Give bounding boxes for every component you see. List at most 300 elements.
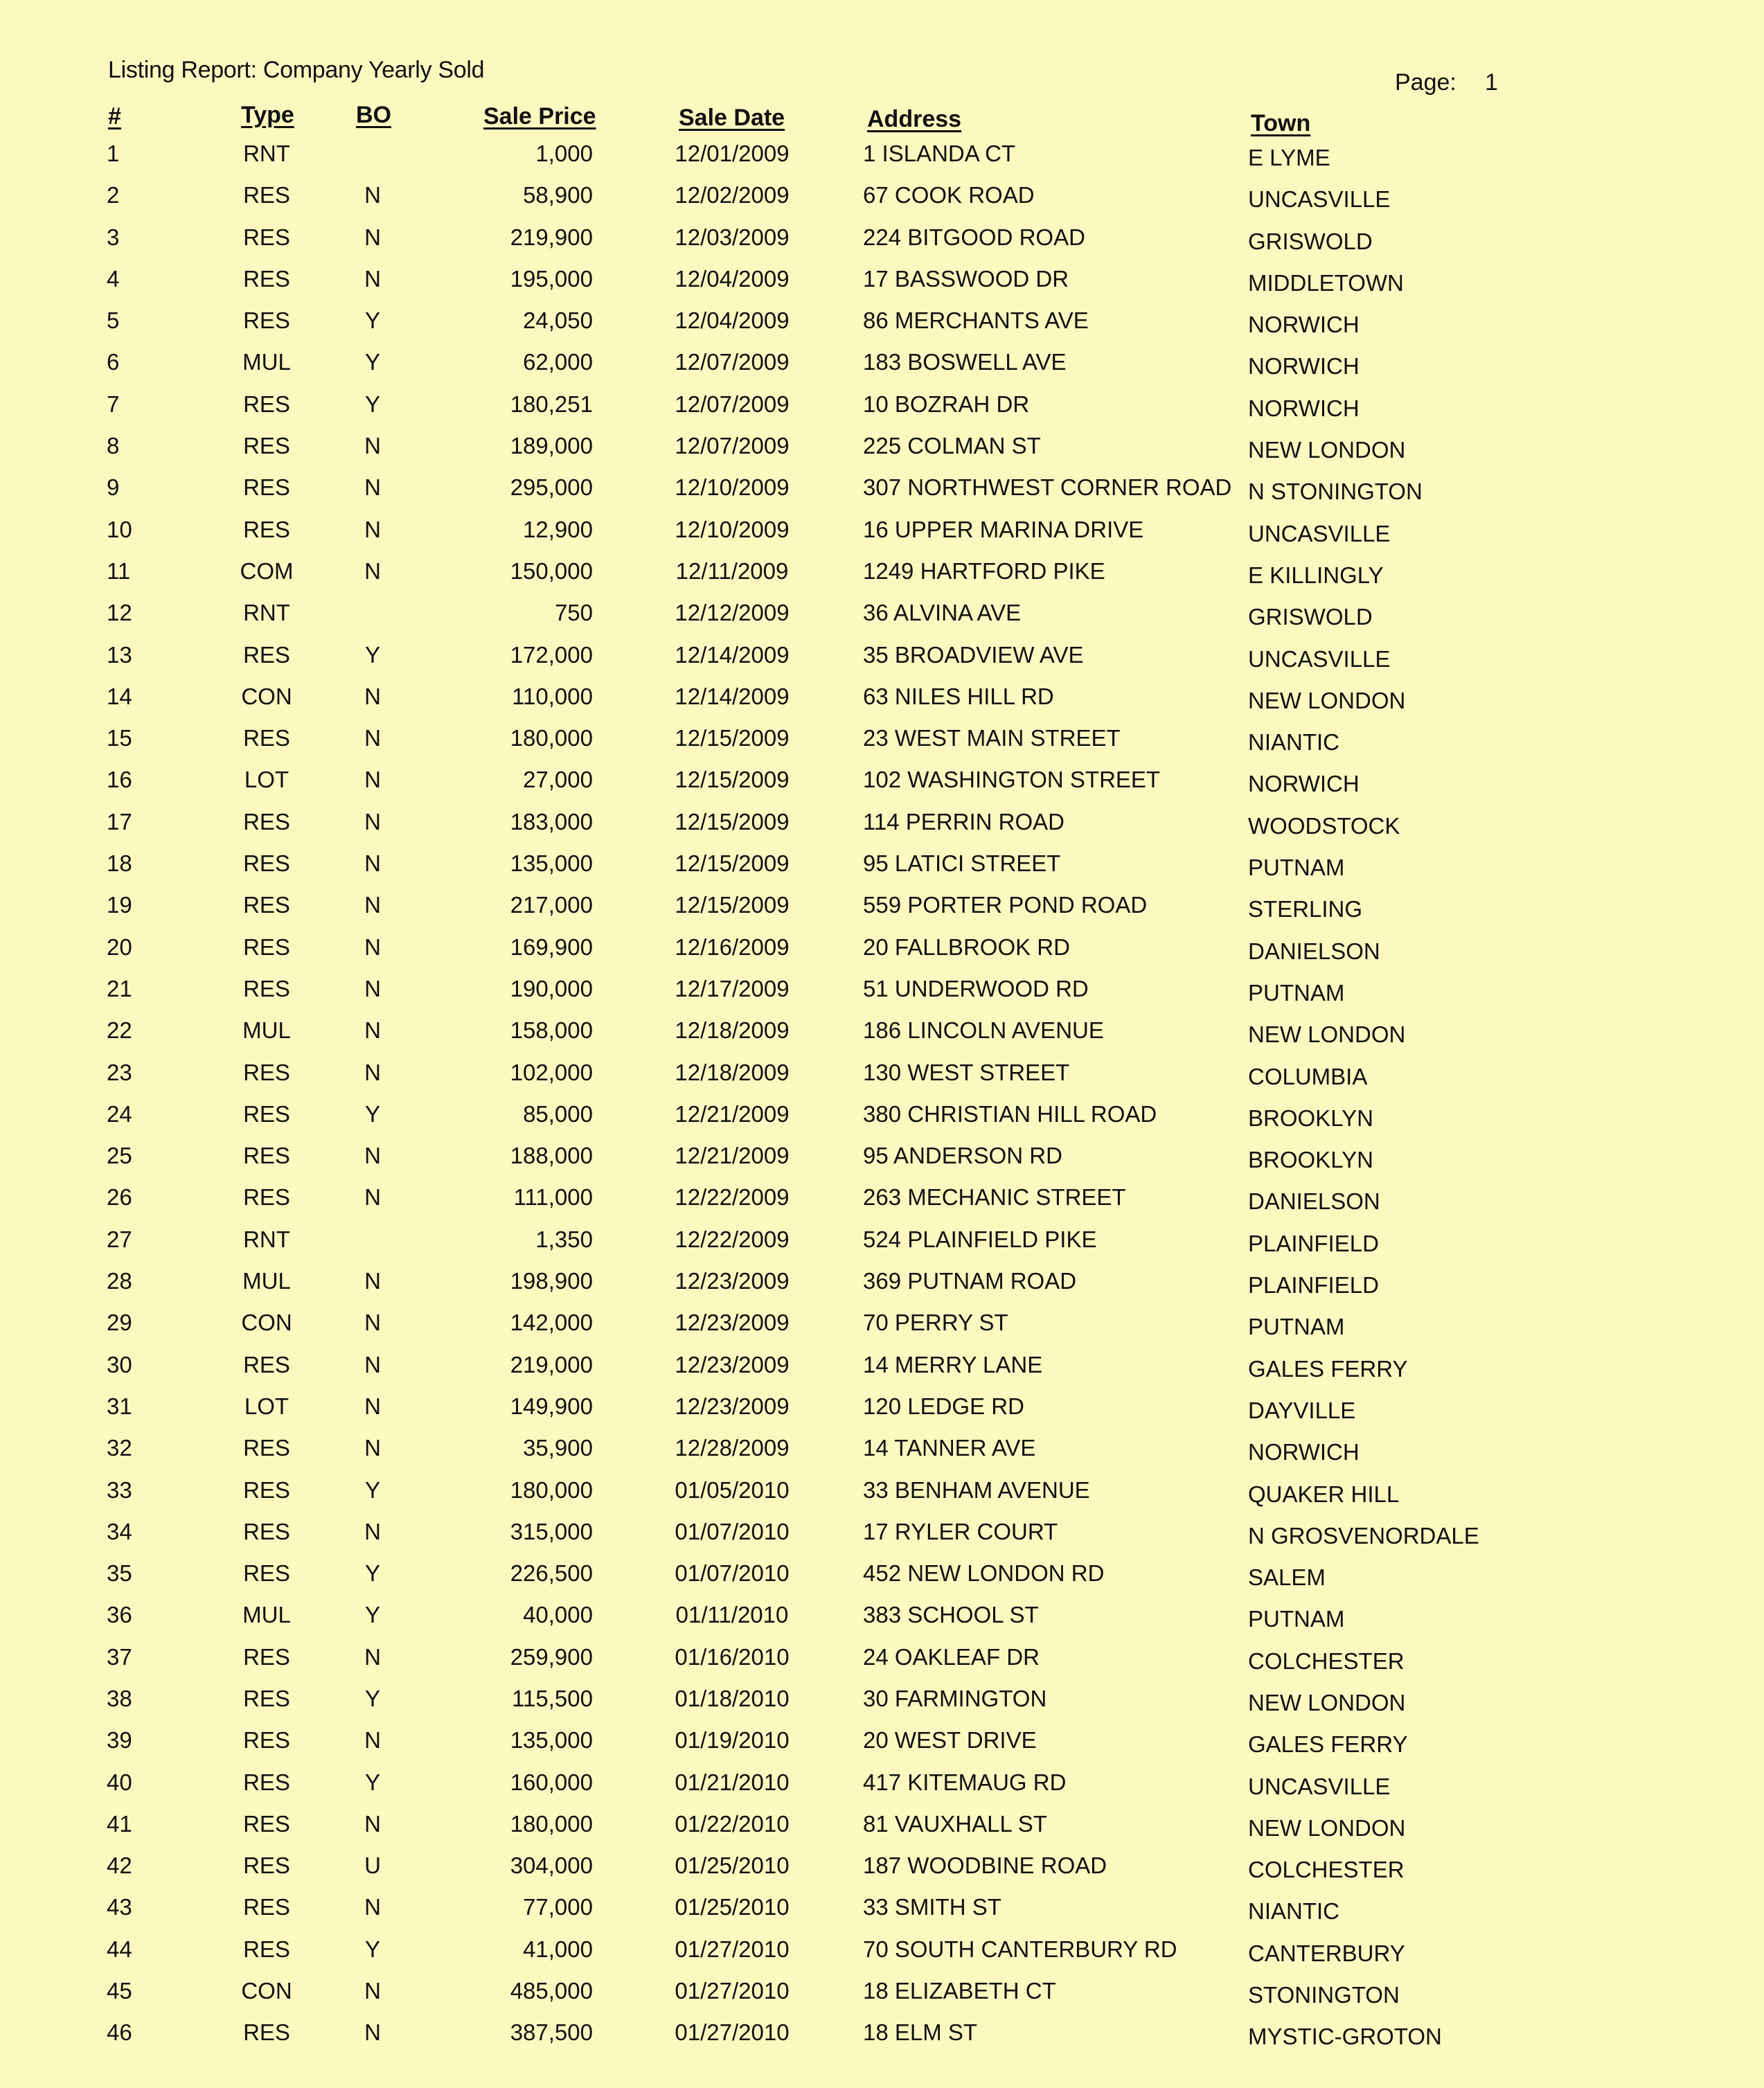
sale-date: 12/22/2009 [675,1184,790,1211]
town: PLAINFIELD [1248,1272,1379,1299]
row-number: 29 [107,1310,132,1336]
row-number: 3 [107,224,120,250]
table-row [0,1477,1764,1519]
town: E KILLINGLY [1248,562,1384,588]
sale-date: 01/27/2010 [675,1936,790,1962]
address: 120 LEDGE RD [863,1393,1024,1419]
address: 20 WEST DRIVE [863,1727,1037,1754]
sale-price: 27,000 [523,767,593,793]
address: 14 MERRY LANE [863,1351,1043,1377]
town: PUTNAM [1248,1314,1345,1340]
sale-price: 85,000 [523,1100,593,1127]
property-type: RNT [243,141,290,166]
bo-flag: Y [364,1476,380,1503]
sale-date: 12/01/2009 [675,141,790,166]
town: STERLING [1248,896,1363,922]
town: UNCASVILLE [1248,645,1391,672]
property-type: RES [243,725,290,751]
row-number: 4 [107,265,120,292]
property-type: RES [243,516,290,542]
address: 23 WEST MAIN STREET [863,725,1121,751]
property-type: RES [243,975,290,1001]
table-row [0,1769,1764,1811]
sale-price: 58,900 [523,182,593,208]
property-type: LOT [244,767,289,793]
table-row [0,224,1764,266]
sale-price: 188,000 [510,1143,593,1169]
column-header-type: Type [241,102,294,128]
bo-flag: N [364,1017,381,1044]
sale-price: 102,000 [510,1059,593,1085]
address: 70 PERRY ST [863,1310,1008,1336]
sale-price: 12,900 [523,516,593,542]
town: NEW LONDON [1248,1021,1406,1048]
sale-price: 190,000 [510,975,593,1001]
row-number: 32 [107,1435,132,1461]
row-number: 26 [107,1184,132,1211]
table-row [0,1936,1764,1978]
address: 14 TANNER AVE [863,1435,1036,1461]
town: GALES FERRY [1248,1355,1408,1382]
table-row [0,1853,1764,1894]
sale-date: 12/23/2009 [675,1310,790,1336]
address: 263 MECHANIC STREET [863,1184,1126,1211]
row-number: 45 [107,1978,132,2004]
table-row [0,642,1764,684]
sale-price: 150,000 [510,557,593,584]
bo-flag: N [364,1184,381,1211]
property-type: RES [243,2019,290,2046]
row-number: 23 [107,1059,132,1085]
town: DANIELSON [1248,1188,1380,1215]
table-row [0,850,1764,892]
address: 17 BASSWOOD DR [863,265,1069,292]
town: COLCHESTER [1248,1648,1405,1674]
bo-flag: N [364,265,381,292]
bo-flag: N [364,1310,381,1336]
sale-date: 12/03/2009 [675,224,790,250]
address: 51 UNDERWOOD RD [863,975,1089,1001]
table-row [0,141,1764,182]
sale-date: 12/14/2009 [675,683,790,709]
town: DAYVILLE [1248,1397,1356,1423]
table-row [0,1393,1764,1435]
town: COLCHESTER [1248,1857,1405,1883]
row-number: 19 [107,892,132,918]
sale-price: 189,000 [510,433,593,459]
address: 17 RYLER COURT [863,1518,1058,1544]
table-row [0,725,1764,767]
row-number: 15 [107,725,132,751]
property-type: RES [243,808,290,835]
sale-price: 217,000 [510,892,593,918]
row-number: 34 [107,1518,132,1544]
table-row [0,892,1764,934]
bo-flag: Y [364,1602,380,1628]
bo-flag: Y [364,641,380,668]
row-number: 10 [107,516,132,542]
column-header-num: # [108,103,121,130]
table-row [0,767,1764,808]
sale-date: 01/16/2010 [675,1643,790,1670]
table-row [0,517,1764,558]
sale-date: 12/10/2009 [675,516,790,542]
row-number: 44 [107,1936,132,1962]
row-number: 21 [107,975,132,1001]
property-type: RES [243,1100,290,1127]
sale-price: 387,500 [510,2019,593,2046]
address: 524 PLAINFIELD PIKE [863,1226,1097,1252]
bo-flag: Y [364,1936,380,1962]
table-row [0,976,1764,1017]
town: NEW LONDON [1248,437,1406,463]
property-type: CON [241,683,292,709]
sale-price: 198,900 [510,1268,593,1294]
address: 417 KITEMAUG RD [863,1769,1067,1795]
town: NEW LONDON [1248,687,1406,713]
bo-flag: N [364,767,381,793]
town: NEW LONDON [1248,1814,1406,1841]
town: BROOKLYN [1248,1147,1373,1173]
town: GALES FERRY [1248,1731,1408,1758]
address: 183 BOSWELL AVE [863,349,1067,375]
property-type: RES [243,850,290,877]
property-type: RES [243,391,290,417]
address: 24 OAKLEAF DR [863,1643,1040,1670]
address: 86 MERCHANTS AVE [863,307,1089,334]
row-number: 18 [107,850,132,877]
bo-flag: N [364,1518,381,1544]
town: PUTNAM [1248,1606,1345,1632]
address: 559 PORTER POND ROAD [863,892,1148,918]
address: 452 NEW LONDON RD [863,1560,1105,1587]
address: 67 COOK ROAD [863,182,1035,208]
sale-price: 1,350 [535,1226,593,1252]
sale-price: 135,000 [510,850,593,877]
sale-date: 12/07/2009 [675,433,790,459]
town: PUTNAM [1248,855,1345,881]
property-type: MUL [242,1017,291,1044]
row-number: 31 [107,1393,132,1419]
bo-flag: N [364,1393,381,1419]
sale-price: 219,000 [510,1351,593,1377]
property-type: MUL [242,1602,291,1628]
address: 130 WEST STREET [863,1059,1070,1085]
bo-flag: N [364,934,381,960]
sale-price: 750 [554,600,593,626]
property-type: CON [241,1310,292,1336]
town: NORWICH [1248,395,1360,421]
table-row [0,1060,1764,1101]
sale-date: 01/25/2010 [675,1894,790,1920]
bo-flag: N [364,1810,381,1837]
sale-date: 12/17/2009 [675,975,790,1001]
sale-price: 41,000 [523,1936,593,1962]
table-row [0,182,1764,224]
sale-date: 12/21/2009 [675,1100,790,1127]
sale-date: 01/27/2010 [675,1978,790,2004]
property-type: RES [243,1894,290,1920]
sale-date: 12/22/2009 [675,1226,790,1252]
bo-flag: N [364,182,381,208]
property-type: RES [243,265,290,292]
sale-date: 12/15/2009 [675,725,790,751]
sale-price: 160,000 [510,1769,593,1795]
address: 224 BITGOOD ROAD [863,224,1085,250]
sale-date: 01/19/2010 [675,1727,790,1754]
sale-price: 1,000 [535,141,593,166]
table-row [0,1686,1764,1727]
table-row [0,1184,1764,1226]
bo-flag: Y [364,1769,380,1795]
table-header [0,100,1764,135]
address: 225 COLMAN ST [863,433,1041,459]
listing-table-body [0,141,1764,2062]
row-number: 40 [107,1769,132,1795]
property-type: RES [243,474,290,501]
town: DANIELSON [1248,938,1380,964]
bo-flag: N [364,2019,381,2046]
town: UNCASVILLE [1248,1773,1391,1799]
bo-flag: Y [364,307,380,334]
table-row [0,1978,1764,2019]
town: E LYME [1248,145,1330,170]
address: 187 WOODBINE ROAD [863,1853,1107,1879]
column-header-address: Address [867,106,962,132]
bo-flag: N [364,725,381,751]
row-number: 24 [107,1100,132,1127]
bo-flag: N [364,1643,381,1670]
row-number: 16 [107,767,132,793]
sale-price: 172,000 [510,641,593,668]
town: CANTERBURY [1248,1940,1405,1966]
sale-date: 12/10/2009 [675,474,790,501]
bo-flag: Y [364,1560,380,1587]
row-number: 22 [107,1017,132,1044]
bo-flag: N [364,1435,381,1461]
row-number: 25 [107,1143,132,1169]
table-row [0,1352,1764,1393]
bo-flag: N [364,474,381,501]
address: 95 LATICI STREET [863,850,1061,877]
property-type: RES [243,1560,290,1587]
page-label: Page: [1395,69,1456,96]
row-number: 13 [107,641,132,668]
address: 30 FARMINGTON [863,1685,1047,1711]
address: 10 BOZRAH DR [863,391,1030,417]
property-type: RES [243,1476,290,1503]
table-row [0,1644,1764,1686]
property-type: MUL [242,1268,291,1294]
sale-date: 01/07/2010 [675,1518,790,1544]
row-number: 30 [107,1351,132,1377]
table-row [0,2019,1764,2061]
sale-date: 01/18/2010 [675,1685,790,1711]
sale-date: 01/07/2010 [675,1560,790,1587]
sale-date: 12/15/2009 [675,767,790,793]
property-type: RES [243,182,290,208]
town: UNCASVILLE [1248,520,1391,546]
table-row [0,1017,1764,1059]
row-number: 12 [107,600,132,626]
table-row [0,1602,1764,1643]
sale-date: 01/22/2010 [675,1810,790,1837]
sale-price: 180,000 [510,725,593,751]
row-number: 5 [107,307,120,334]
property-type: RES [243,1351,290,1377]
row-number: 43 [107,1894,132,1920]
sale-date: 12/28/2009 [675,1435,790,1461]
address: 18 ELIZABETH CT [863,1978,1056,2004]
address: 33 BENHAM AVENUE [863,1476,1090,1503]
sale-date: 12/07/2009 [675,349,790,375]
row-number: 17 [107,808,132,835]
address: 1 ISLANDA CT [863,141,1016,166]
column-header-town: Town [1251,110,1311,136]
row-number: 2 [107,182,120,208]
table-row [0,1268,1764,1310]
sale-price: 485,000 [510,1978,593,2004]
town: UNCASVILLE [1248,186,1391,213]
sale-price: 183,000 [510,808,593,835]
column-header-bo: BO [356,102,391,128]
property-type: RES [243,1685,290,1711]
address: 16 UPPER MARINA DRIVE [863,516,1144,542]
bo-flag: N [364,683,381,709]
address: 1249 HARTFORD PIKE [863,557,1105,584]
sale-date: 01/27/2010 [675,2019,790,2046]
sale-price: 158,000 [510,1017,593,1044]
address: 95 ANDERSON RD [863,1143,1062,1169]
property-type: CON [241,1978,292,2004]
address: 369 PUTNAM ROAD [863,1268,1077,1294]
property-type: RES [243,1518,290,1544]
address: 307 NORTHWEST CORNER ROAD [863,474,1232,501]
sale-date: 01/25/2010 [675,1853,790,1879]
address: 33 SMITH ST [863,1894,1001,1920]
sale-price: 259,900 [510,1643,593,1670]
property-type: RNT [243,1226,290,1252]
town: MIDDLETOWN [1248,269,1404,296]
sale-price: 304,000 [510,1853,593,1879]
town: PLAINFIELD [1248,1230,1379,1256]
sale-price: 111,000 [513,1184,593,1211]
sale-price: 180,000 [510,1810,593,1837]
table-row [0,1435,1764,1476]
town: COLUMBIA [1248,1063,1368,1089]
bo-flag: Y [364,1100,380,1127]
sale-date: 01/21/2010 [675,1769,790,1795]
table-row [0,266,1764,307]
row-number: 38 [107,1685,132,1711]
table-row [0,433,1764,474]
table-row [0,600,1764,641]
sale-date: 12/15/2009 [675,808,790,835]
table-row [0,558,1764,600]
sale-date: 01/11/2010 [675,1602,789,1628]
table-row [0,684,1764,725]
row-number: 46 [107,2019,132,2046]
sale-date: 12/23/2009 [675,1268,790,1294]
bo-flag: Y [364,391,380,417]
bo-flag: Y [364,349,380,375]
sale-date: 12/12/2009 [675,600,790,626]
table-row [0,1143,1764,1184]
table-row [0,1560,1764,1602]
row-number: 33 [107,1476,132,1503]
town: NORWICH [1248,771,1360,797]
sale-price: 110,000 [512,683,593,709]
table-row [0,474,1764,516]
table-row [0,1519,1764,1560]
row-number: 8 [107,433,120,459]
bo-flag: N [364,557,381,584]
row-number: 1 [107,141,120,166]
address: 383 SCHOOL ST [863,1602,1039,1628]
row-number: 35 [107,1560,132,1587]
row-number: 11 [107,557,131,584]
sale-price: 195,000 [510,265,593,292]
row-number: 39 [107,1727,132,1754]
property-type: RES [243,433,290,459]
address: 63 NILES HILL RD [863,683,1054,709]
sale-date: 01/05/2010 [675,1476,790,1503]
address: 102 WASHINGTON STREET [863,767,1161,793]
row-number: 41 [107,1810,132,1837]
sale-date: 12/15/2009 [675,850,790,877]
property-type: COM [240,557,294,584]
bo-flag: N [364,224,381,250]
row-number: 27 [107,1226,132,1252]
town: NORWICH [1248,312,1360,338]
report-title: Listing Report: Company Yearly Sold [108,57,485,83]
property-type: RES [243,1936,290,1962]
sale-date: 12/23/2009 [675,1351,790,1377]
table-row [0,1894,1764,1936]
property-type: RES [243,892,290,918]
town: WOODSTOCK [1248,812,1400,839]
sale-date: 12/14/2009 [675,641,790,668]
sale-price: 315,000 [510,1518,593,1544]
town: PUTNAM [1248,979,1345,1006]
property-type: RES [243,1643,290,1670]
town: GRISWOLD [1248,228,1373,254]
town: NIANTIC [1248,1898,1339,1925]
bo-flag: N [364,1059,381,1085]
sale-price: 180,000 [510,1476,593,1503]
sale-price: 24,050 [523,307,593,334]
bo-flag: N [364,1978,381,2004]
row-number: 20 [107,934,132,960]
sale-price: 77,000 [523,1894,593,1920]
address: 114 PERRIN ROAD [863,808,1064,835]
table-row [0,307,1764,349]
table-row [0,1727,1764,1769]
sale-date: 12/07/2009 [675,391,790,417]
table-row [0,934,1764,976]
town: NEW LONDON [1248,1689,1406,1715]
sale-date: 12/18/2009 [675,1017,790,1044]
row-number: 42 [107,1853,132,1879]
town: N STONINGTON [1248,479,1423,505]
sale-price: 226,500 [510,1560,593,1587]
sale-price: 295,000 [510,474,593,501]
town: NIANTIC [1248,729,1339,756]
address: 35 BROADVIEW AVE [863,641,1084,668]
column-header-sale-price: Sale Price [483,103,596,130]
row-number: 28 [107,1268,132,1294]
bo-flag: N [364,1894,381,1920]
